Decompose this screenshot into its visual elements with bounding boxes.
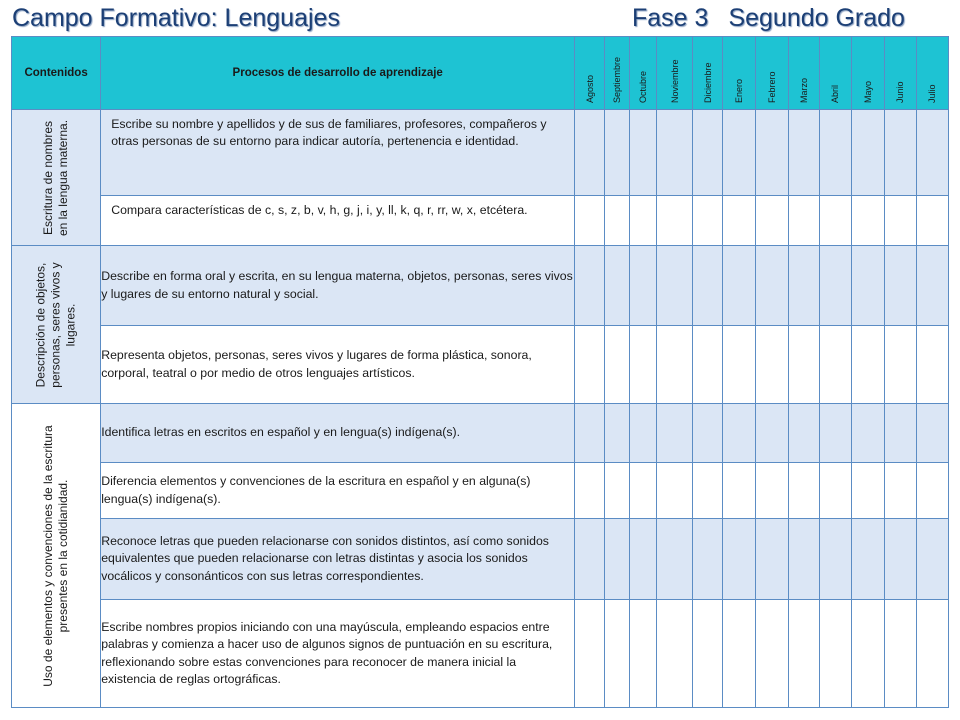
table-row	[12, 246, 949, 326]
month-cell[interactable]	[657, 463, 693, 519]
month-cell[interactable]	[755, 463, 788, 519]
month-cell[interactable]	[605, 404, 630, 463]
table-row	[12, 326, 949, 404]
month-cell[interactable]	[605, 326, 630, 404]
proceso-cell: Representa objetos, personas, seres vivos y lugares de forma plástica, sonora, corporal, teatral o por medio de otros lenguajes artísticos.	[101, 326, 575, 404]
grado-label: Segundo Grado	[728, 4, 905, 32]
month-cell[interactable]	[755, 246, 788, 326]
month-cell[interactable]	[605, 519, 630, 600]
month-cell[interactable]	[819, 519, 851, 600]
contenido-cell	[12, 110, 101, 246]
page-title: Campo Formativo: Lenguajes	[12, 4, 340, 32]
month-cell[interactable]	[884, 326, 916, 404]
month-cell[interactable]	[884, 519, 916, 600]
header-contenidos: Contenidos	[12, 37, 101, 110]
header-month: Diciembre	[693, 37, 723, 110]
month-cell[interactable]	[630, 404, 657, 463]
month-cell[interactable]	[723, 246, 755, 326]
month-cell[interactable]	[693, 196, 723, 246]
month-cell[interactable]	[693, 246, 723, 326]
month-cell[interactable]	[605, 246, 630, 326]
header-month: Marzo	[788, 37, 819, 110]
month-cell[interactable]	[723, 519, 755, 600]
month-cell[interactable]	[605, 600, 630, 708]
month-cell[interactable]	[630, 110, 657, 196]
month-cell[interactable]	[630, 463, 657, 519]
month-cell[interactable]	[575, 326, 605, 404]
phase-grade	[632, 4, 905, 33]
header-month: Julio	[916, 37, 948, 110]
month-cell[interactable]	[755, 600, 788, 708]
month-cell[interactable]	[575, 246, 605, 326]
header-month: Junio	[884, 37, 916, 110]
header-month: Abril	[819, 37, 851, 110]
month-cell[interactable]	[755, 519, 788, 600]
table-row	[12, 519, 949, 600]
month-cell[interactable]	[723, 326, 755, 404]
month-cell[interactable]	[916, 600, 948, 708]
table-row	[12, 404, 949, 463]
header-month: Octubre	[630, 37, 657, 110]
month-cell[interactable]	[630, 326, 657, 404]
month-cell[interactable]	[657, 326, 693, 404]
month-cell[interactable]	[605, 463, 630, 519]
proceso-cell: Identifica letras en escritos en español y en lengua(s) indígena(s).	[101, 404, 575, 463]
proceso-cell: Escribe nombres propios iniciando con una mayúscula, empleando espacios entre palabras y comienza a hacer uso de algunos signos de puntuación en su escritura, reflexionando sobre estas convenciones para reconocer de manera inicial la existencia de reglas ortográficas.	[101, 600, 575, 708]
month-cell[interactable]	[788, 326, 819, 404]
month-cell[interactable]	[851, 600, 884, 708]
month-cell[interactable]	[851, 110, 884, 196]
month-cell[interactable]	[630, 196, 657, 246]
month-cell[interactable]	[819, 196, 851, 246]
month-cell[interactable]	[575, 404, 605, 463]
header-month: Septiembre	[605, 37, 630, 110]
contenido-label: Descripción de objetos, personas, seres vivos y lugares.	[33, 261, 78, 388]
month-cell[interactable]	[723, 600, 755, 708]
contenido-label: Uso de elementos y convenciones de la escritura presentes en la cotidianidad.	[41, 424, 71, 687]
month-cell[interactable]	[755, 326, 788, 404]
month-cell[interactable]	[575, 600, 605, 708]
month-cell[interactable]	[605, 110, 630, 196]
month-cell[interactable]	[657, 196, 693, 246]
table-row	[12, 110, 949, 196]
month-cell[interactable]	[851, 326, 884, 404]
planning-table	[11, 36, 949, 708]
month-cell[interactable]	[575, 463, 605, 519]
month-cell[interactable]	[884, 404, 916, 463]
month-cell[interactable]	[575, 110, 605, 196]
month-cell[interactable]	[630, 600, 657, 708]
month-cell[interactable]	[693, 404, 723, 463]
proceso-cell: Describe en forma oral y escrita, en su lengua materna, objetos, personas, seres vivos y lugares de su entorno natural y social.	[101, 246, 575, 326]
month-cell[interactable]	[884, 196, 916, 246]
contenido-label: Escritura de nombres en la lengua materna.	[41, 119, 71, 236]
month-cell[interactable]	[788, 246, 819, 326]
month-cell[interactable]	[788, 600, 819, 708]
month-cell[interactable]	[788, 519, 819, 600]
month-cell[interactable]	[630, 519, 657, 600]
month-cell[interactable]	[693, 519, 723, 600]
month-cell[interactable]	[657, 110, 693, 196]
header-month: Noviembre	[657, 37, 693, 110]
header-row	[12, 37, 949, 110]
month-cell[interactable]	[884, 463, 916, 519]
month-cell[interactable]	[916, 463, 948, 519]
month-cell[interactable]	[819, 326, 851, 404]
page-header	[0, 0, 960, 36]
month-cell[interactable]	[788, 110, 819, 196]
month-cell[interactable]	[723, 196, 755, 246]
month-cell[interactable]	[819, 404, 851, 463]
contenido-cell	[12, 404, 101, 708]
table-row	[12, 600, 949, 708]
contenido-cell	[12, 246, 101, 404]
month-cell[interactable]	[693, 326, 723, 404]
month-cell[interactable]	[884, 110, 916, 196]
month-cell[interactable]	[693, 600, 723, 708]
table-row	[12, 463, 949, 519]
month-cell[interactable]	[693, 110, 723, 196]
fase-label: Fase 3	[632, 4, 709, 32]
month-cell[interactable]	[916, 110, 948, 196]
table-row	[12, 196, 949, 246]
proceso-cell: Reconoce letras que pueden relacionarse con sonidos distintos, así como sonidos equivalentes que pueden relacionarse con letras distintas y asocia los sonidos vocálicos y consonánticos con sus letras correspondientes.	[101, 519, 575, 600]
month-cell[interactable]	[851, 196, 884, 246]
month-cell[interactable]	[884, 246, 916, 326]
month-cell[interactable]	[916, 519, 948, 600]
month-cell[interactable]	[657, 519, 693, 600]
month-cell[interactable]	[788, 196, 819, 246]
month-cell[interactable]	[788, 463, 819, 519]
month-cell[interactable]	[693, 463, 723, 519]
header-month: Mayo	[851, 37, 884, 110]
month-cell[interactable]	[575, 196, 605, 246]
proceso-cell: Escribe su nombre y apellidos y de sus de familiares, profesores, compañeros y otras personas de su entorno para indicar autoría, pertenencia e identidad.	[101, 110, 575, 196]
month-cell[interactable]	[851, 404, 884, 463]
proceso-cell: Compara características de c, s, z, b, v, h, g, j, i, y, ll, k, q, r, rr, w, x, etcétera.	[101, 196, 575, 246]
month-cell[interactable]	[819, 600, 851, 708]
month-cell[interactable]	[851, 463, 884, 519]
month-cell[interactable]	[575, 519, 605, 600]
month-cell[interactable]	[605, 196, 630, 246]
month-cell[interactable]	[916, 326, 948, 404]
header-procesos: Procesos de desarrollo de aprendizaje	[101, 37, 575, 110]
month-cell[interactable]	[723, 463, 755, 519]
month-cell[interactable]	[657, 246, 693, 326]
month-cell[interactable]	[819, 463, 851, 519]
month-cell[interactable]	[819, 110, 851, 196]
month-cell[interactable]	[755, 404, 788, 463]
month-cell[interactable]	[723, 404, 755, 463]
month-cell[interactable]	[819, 246, 851, 326]
month-cell[interactable]	[755, 196, 788, 246]
header-month: Febrero	[755, 37, 788, 110]
month-cell[interactable]	[788, 404, 819, 463]
month-cell[interactable]	[916, 246, 948, 326]
header-month: Enero	[723, 37, 755, 110]
month-cell[interactable]	[884, 600, 916, 708]
proceso-cell: Diferencia elementos y convenciones de la escritura en español y en alguna(s) lengua(s) indígena(s).	[101, 463, 575, 519]
month-cell[interactable]	[916, 196, 948, 246]
month-cell[interactable]	[723, 110, 755, 196]
month-cell[interactable]	[916, 404, 948, 463]
month-cell[interactable]	[851, 519, 884, 600]
month-cell[interactable]	[630, 246, 657, 326]
month-cell[interactable]	[657, 404, 693, 463]
month-cell[interactable]	[851, 246, 884, 326]
month-cell[interactable]	[657, 600, 693, 708]
month-cell[interactable]	[755, 110, 788, 196]
header-month: Agosto	[575, 37, 605, 110]
